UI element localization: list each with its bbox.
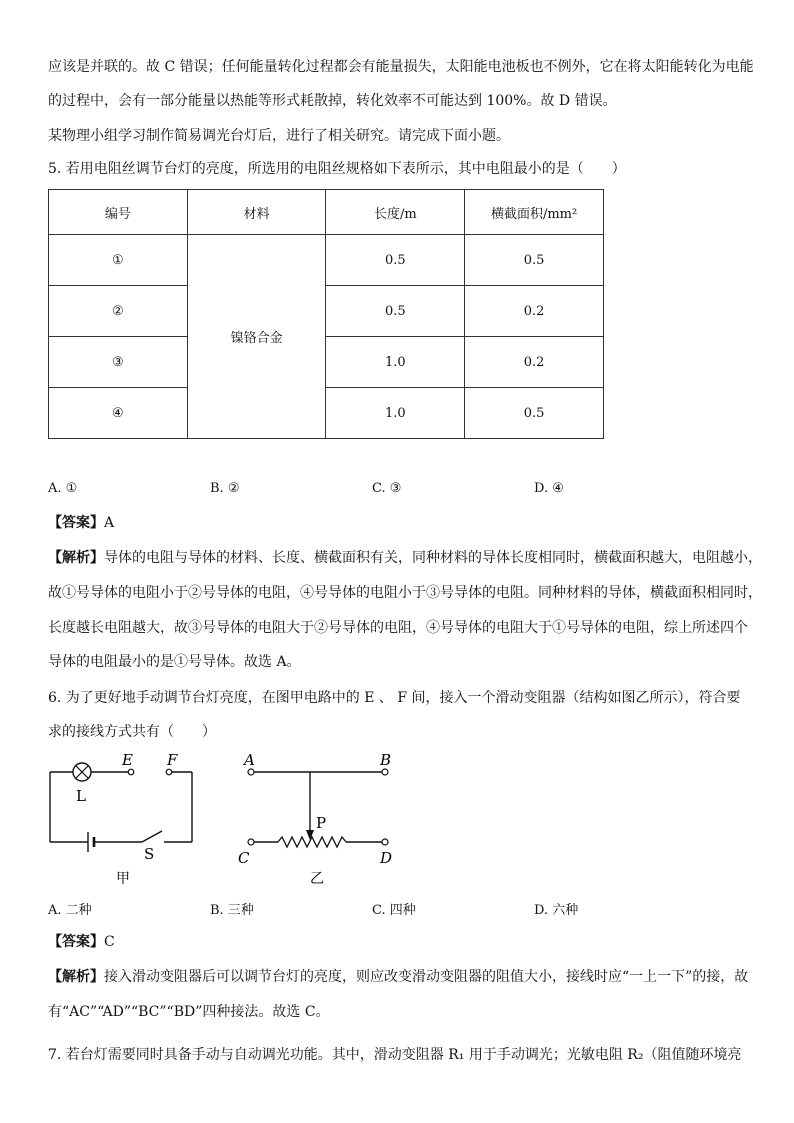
intro-line-2: 的过程中，会有一部分能量以热能等形式耗散掉，转化效率不可能达到 100%。故 D 错误。 <box>48 93 617 109</box>
terminal-a <box>248 769 254 775</box>
header-material: 材料 <box>187 190 326 235</box>
circuit-diagram-jia <box>44 752 204 892</box>
battery-icon <box>88 832 94 852</box>
cell-length: 1.0 <box>326 337 465 388</box>
table-header-row <box>49 190 604 235</box>
q5-analysis-line-3: 长度越长电阻越大，故③号导体的电阻大于②号导体的电阻，④号导体的电阻大于①号导体的电阻，综上所述四个 <box>48 620 748 636</box>
answer-value: C <box>104 934 115 950</box>
label-a: A <box>244 752 255 769</box>
q5-analysis-line-4: 导体的电阻最小的是①号导体。故选 A。 <box>48 654 301 670</box>
header-id: 编号 <box>49 190 188 235</box>
label-p: P <box>316 814 327 832</box>
question-7-stem: 7. 若台灯需要同时具备手动与自动调光功能。其中，滑动变阻器 R₁ 用于手动调光；光敏电阻 R₂（阻值随环境亮 <box>48 1047 742 1063</box>
label-l: L <box>76 787 86 805</box>
q6-option-c: C. 四种 <box>372 903 416 918</box>
question-6-stem-line-2: 求的接线方式共有（ ） <box>48 724 216 740</box>
label-s: S <box>144 845 155 863</box>
cell-area: 0.2 <box>465 337 604 388</box>
cell-area: 0.2 <box>465 286 604 337</box>
cell-length: 1.0 <box>326 388 465 439</box>
terminal-c <box>248 839 254 845</box>
table-row <box>49 337 604 388</box>
q5-option-d: D. ④ <box>534 481 564 496</box>
q5-analysis-line-1 <box>48 548 762 568</box>
cell-area: 0.5 <box>465 235 604 286</box>
analysis-text: 接入滑动变阻器后可以调节台灯的亮度，则应改变滑动变阻器的阻值大小，接线时应“一上一下”的接，故 <box>104 969 749 985</box>
terminal-d <box>382 839 388 845</box>
cell-material: 镍铬合金 <box>187 235 326 439</box>
q6-option-b: B. 三种 <box>210 903 254 918</box>
q5-analysis-line-2: 故①号导体的电阻小于②号导体的电阻，④号导体的电阻小于③号导体的电阻。同种材料的导体，横截面积相同时， <box>48 585 762 601</box>
q6-answer <box>48 932 115 952</box>
terminal-e <box>128 769 134 775</box>
q5-option-c: C. ③ <box>372 481 402 496</box>
cell-area: 0.5 <box>465 388 604 439</box>
cell-id: ① <box>49 235 188 286</box>
cell-length: 0.5 <box>326 286 465 337</box>
table-row <box>49 235 604 286</box>
question-6-stem-line-1: 6. 为了更好地手动调节台灯亮度，在图甲电路中的 E 、 F 间，接入一个滑动变阻器（结构如图乙所示），符合要 <box>48 690 741 706</box>
q6-analysis-line-2: 有“AC”“AD”“BC”“BD”四种接法。故选 C。 <box>48 1004 330 1020</box>
table-row <box>49 388 604 439</box>
label-e: E <box>122 752 133 769</box>
rheostat-diagram-yi <box>232 752 402 892</box>
cell-id: ③ <box>49 337 188 388</box>
question-5-stem: 5. 若用电阻丝调节台灯的亮度，所选用的电阻丝规格如下表所示，其中电阻最小的是（ ） <box>48 161 626 177</box>
label-c: C <box>238 849 250 867</box>
cell-id: ② <box>49 286 188 337</box>
q6-option-d: D. 六种 <box>534 903 579 918</box>
analysis-label: 【解析】 <box>48 550 104 566</box>
label-f: F <box>167 752 178 769</box>
resistor-coil-icon <box>278 837 346 847</box>
cell-length: 0.5 <box>326 235 465 286</box>
header-area: 横截面积/mm² <box>465 190 604 235</box>
caption-yi: 乙 <box>310 871 324 887</box>
intro-line-1: 应该是并联的。故 C 错误；任何能量转化过程都会有能量损失，太阳能电池板也不例外，它在将太阳能转化为电能 <box>48 59 754 75</box>
label-d: D <box>380 849 393 867</box>
q6-analysis-line-1 <box>48 967 748 987</box>
resistance-wire-table <box>48 189 604 439</box>
label-b: B <box>380 752 392 769</box>
answer-label: 【答案】 <box>48 934 104 950</box>
q5-option-a: A. ① <box>48 481 78 496</box>
header-length: 长度/m <box>326 190 465 235</box>
table-row <box>49 286 604 337</box>
q5-answer <box>48 513 114 533</box>
analysis-label: 【解析】 <box>48 969 104 985</box>
cell-id: ④ <box>49 388 188 439</box>
answer-label: 【答案】 <box>48 515 104 531</box>
switch-icon <box>142 831 192 842</box>
terminal-f <box>166 769 172 775</box>
intro-line-3: 某物理小组学习制作简易调光台灯后，进行了相关研究。请完成下面小题。 <box>48 128 510 144</box>
q6-option-a: A. 二种 <box>48 903 92 918</box>
q5-option-b: B. ② <box>210 481 240 496</box>
caption-jia: 甲 <box>116 871 130 887</box>
terminal-b <box>382 769 388 775</box>
slider-arrow-icon <box>306 772 314 840</box>
lamp-icon <box>73 763 91 781</box>
answer-value: A <box>104 515 115 531</box>
analysis-text: 导体的电阻与导体的材料、长度、横截面积有关，同种材料的导体长度相同时，横截面积越大，电阻越小， <box>104 550 762 566</box>
